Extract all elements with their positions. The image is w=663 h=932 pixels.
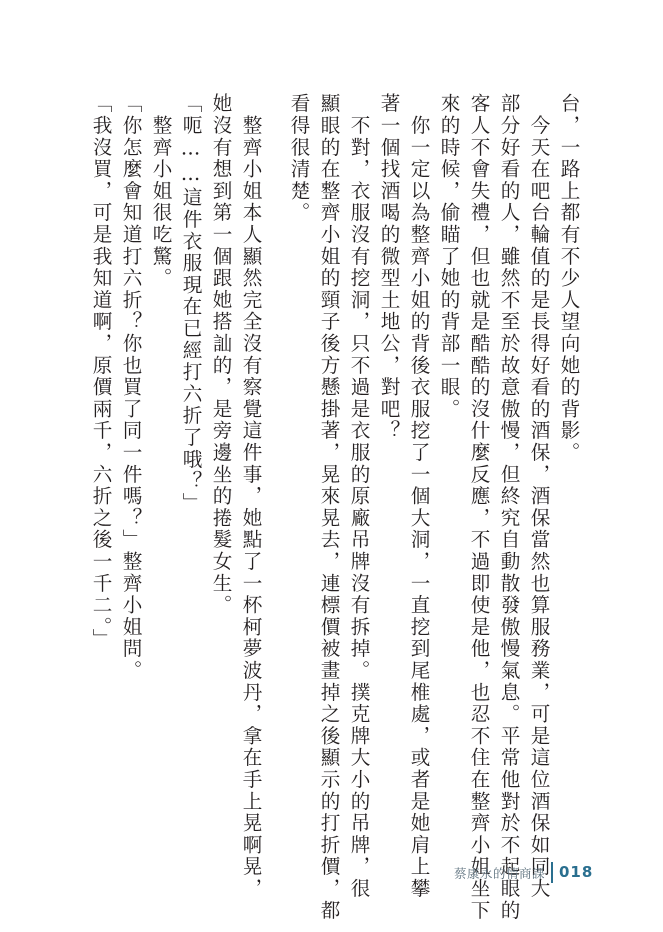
text-column: 不對，衣服沒有挖洞，只不過是衣服的原廠吊牌沒有拆掉。撲克牌大小的吊牌，很 — [347, 93, 370, 900]
text-column: 「呃……這件衣服現在已經打六折了哦？」 — [179, 93, 202, 514]
text-column: 看得很清楚。 — [287, 93, 310, 224]
text-column: 「我沒買，可是我知道啊，原價兩千，六折之後一千二。」 — [89, 93, 112, 650]
running-title: 蔡康永的情商課 — [453, 866, 545, 881]
text-column: 部分好看的人，雖然不至於故意傲慢，但終究自動散發傲慢氣息。平常他對於不起眼的 — [497, 93, 520, 922]
text-column: 「你怎麼會知道打六折？你也買了同一件嗎？」整齊小姐問。 — [119, 93, 142, 682]
text-column: 來的時候，偷瞄了她的背部一眼。 — [437, 93, 460, 420]
text-column: 整齊小姐很吃驚。 — [149, 93, 172, 290]
text-column: 顯眼的在整齊小姐的頸子後方懸掛著，晃來晃去，連標價被畫掉之後顯示的打折價，都 — [317, 93, 340, 922]
text-column: 客人不會失禮，但也就是酷酷的沒什麼反應，不過即使是他，也忍不住在整齊小姐坐下 — [467, 93, 490, 922]
text-column: 台，一路上都有不少人望向她的背影。 — [557, 93, 580, 464]
footer-divider — [551, 862, 553, 883]
page-number: 018 — [559, 863, 594, 881]
text-column: 她沒有想到第一個跟她搭訕的，是旁邊坐的捲髮女生。 — [209, 93, 232, 617]
text-column: 整齊小姐本人顯然完全沒有察覺這件事，她點了一杯柯夢波丹，拿在手上晃啊晃， — [239, 93, 262, 900]
text-column: 你一定以為整齊小姐的背後衣服挖了一個大洞，一直挖到尾椎處，或者是她肩上攀 — [407, 93, 430, 900]
text-column: 著一個找酒喝的微型土地公，對吧？ — [377, 93, 400, 442]
text-column: 今天在吧台輪值的是長得好看的酒保，酒保當然也算服務業，可是這位酒保如同大 — [527, 93, 550, 900]
page-footer — [0, 862, 663, 884]
